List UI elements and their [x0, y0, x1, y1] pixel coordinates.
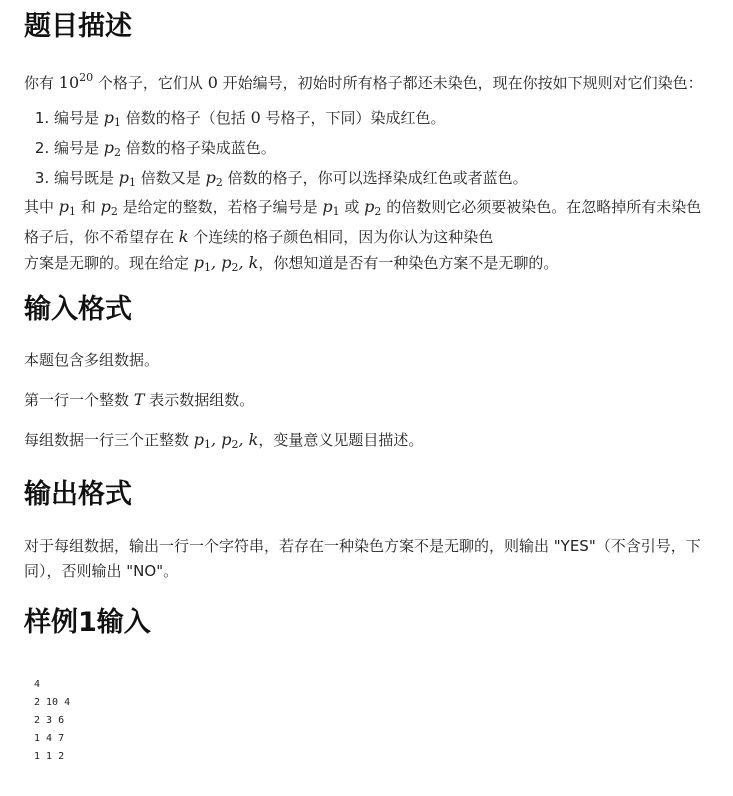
output-text: 对于每组数据，输出一行一个字符串，若存在一种染色方案不是无聊的，则输出 "YES"（不含引号，下同），否则输出 "NO"。: [24, 537, 701, 580]
math-p1: $p_1$: [118, 168, 137, 189]
input-line-3: 每组数据一行三个正整数 $p_1$, $p_2$, k，变量意义见题目描述。: [24, 430, 424, 451]
math-zero: 0: [207, 73, 218, 92]
input-heading: 输入格式: [24, 294, 132, 325]
math-p2: $p_2$: [205, 168, 223, 189]
list-item: 1. 编号是 $p_1$ 倍数的格子（包括 0 号格子，下同）染成红色。: [54, 105, 528, 135]
description-detail: 其中 $p_1$ 和 $p_2$ 是给定的整数，若格子编号是 $p_1$ 或 $p_2$ 的倍数则它必须要被染色。在忽略掉所有未染色 格子后，你不希望存在 k 个连续的格子颜色相同，因为你认为这种染色 方案是无聊的。现在给定 $p_1$, $p_2$, k，你想知道是否有一种染色方案不是无聊的。: [24, 197, 702, 274]
math-p1: $p_1$: [103, 108, 122, 129]
input-line-1: 本题包含多组数据。: [24, 351, 160, 369]
math-ten: $10^{20}$: [58, 71, 94, 92]
math-p2: $p_2$: [103, 138, 122, 159]
sample-input-block: 4 2 10 4 2 3 6 1 4 7 1 1 2: [34, 679, 71, 762]
description-intro: 你有 $10^{20}$ 个格子，它们从 0 开始编号，初始时所有格子都还未染色，现在你按如下规则对它们染色：: [24, 71, 703, 92]
rules-list: [24, 105, 528, 195]
input-line-2: 第一行一个整数 T 表示数据组数。: [24, 390, 255, 409]
list-item: 3. 编号既是 $p_1$ 倍数又是 $p_2$ 倍数的格子，你可以选择染成红色或者蓝色。: [54, 165, 528, 195]
description-heading: 题目描述: [24, 11, 132, 42]
sample-input-heading: 样例1输入: [24, 607, 151, 638]
list-item: 2. 编号是 $p_2$ 倍数的格子染成蓝色。: [54, 135, 528, 165]
output-heading: 输出格式: [24, 479, 132, 510]
